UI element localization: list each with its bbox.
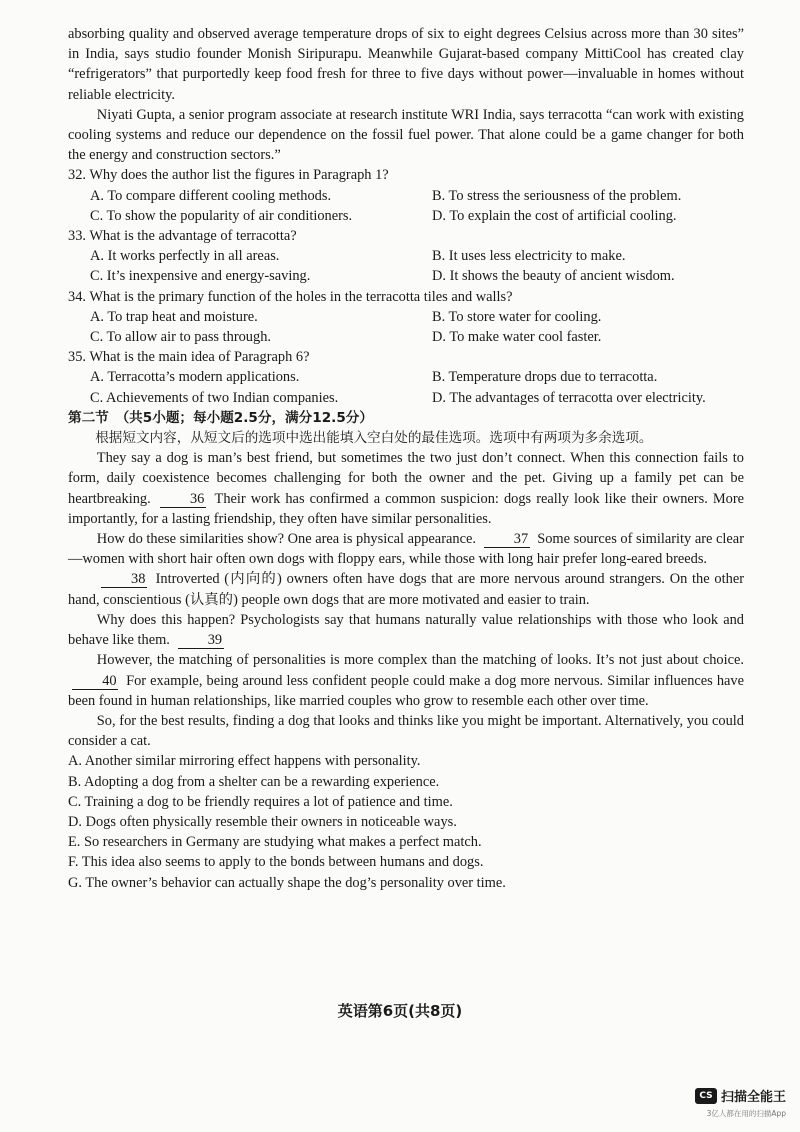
option-c: C. To allow air to pass through. (90, 329, 271, 346)
option-a: A. It works perfectly in all areas. (90, 248, 280, 265)
section-instruction: 根据短文内容，从短文后的选项中选出能填入空白处的最佳选项。选项中有两项为多余选项。 (95, 430, 653, 447)
option-d: D. To explain the cost of artificial cooling. (432, 207, 677, 224)
question-stem: 34. What is the primary function of the holes in the terracotta tiles and walls? (68, 288, 513, 305)
option-d: D. To make water cool faster. (432, 329, 602, 346)
blank-39: 39 (178, 632, 224, 649)
option-d: D. It shows the beauty of ancient wisdom. (432, 268, 675, 285)
question-stem: 33. What is the advantage of terracotta? (68, 228, 297, 245)
option-d: D. The advantages of terracotta over electricity. (432, 389, 706, 406)
answer-option: D. Dogs often physically resemble their owners in noticeable ways. (68, 813, 457, 830)
passage-paragraph-3: 38 Introverted (内向的) owners often have dogs that are more nervous around strangers. On the other hand, conscientious (认真的) people own dogs that are more motivated and easier to train. (68, 571, 744, 608)
question-stem: 32. Why does the author list the figures in Paragraph 1? (68, 167, 389, 184)
option-b: B. It uses less electricity to make. (432, 248, 626, 265)
question-33 (68, 226, 744, 287)
option-a: A. To compare different cooling methods. (90, 187, 332, 204)
answer-option: C. Training a dog to be friendly requires a lot of patience and time. (68, 793, 453, 810)
passage-paragraph-1: They say a dog is man’s best friend, but sometimes the two just don’t connect. When this connection fails to form, daily coexistence becomes challenging for both the owner and the pet. Giving up a family pet can be heartbreaking. 36 Their work has confirmed a common suspicion: dogs really look like their owners. More importantly, for a lasting friendship, they often have similar personalities. (68, 450, 744, 527)
option-a: A. To trap heat and moisture. (90, 308, 258, 325)
option-a: A. Terracotta’s modern applications. (90, 369, 300, 386)
answer-option: B. Adopting a dog from a shelter can be a rewarding experience. (68, 773, 440, 790)
watermark-name: 扫描全能王 (720, 1090, 786, 1105)
passage-paragraph-6: So, for the best results, finding a dog that looks and thinks like you might be important. Alternatively, you could consider a cat. (68, 712, 744, 750)
passage-paragraph-2: How do these similarities show? One area is physical appearance. 37 Some sources of similarity are clear—women with short hair often own dogs with floppy ears, while those with long hair prefer long-eared breeds. (68, 531, 744, 568)
section-heading: 第二节 （共5小题；每小题2.5分，满分12.5分） (68, 409, 373, 426)
option-b: B. Temperature drops due to terracotta. (432, 369, 658, 386)
answer-option: A. Another similar mirroring effect happens with personality. (68, 753, 421, 770)
blank-38: 38 (101, 571, 147, 588)
blank-36: 36 (160, 491, 206, 508)
question-35 (68, 347, 744, 408)
scanner-watermark (695, 1085, 786, 1119)
intro-paragraph-2: Niyati Gupta, a senior program associate at research institute WRI India, says terracotta “can work with existing cooling systems and reduce our dependence on the fossil fuel power. That alone could be a game changer for both the energy and construction sectors.” (68, 106, 744, 164)
camscanner-logo-icon: CS (695, 1088, 717, 1104)
passage-paragraph-5: However, the matching of personalities is more complex than the matching of looks. It’s not just about choice. 40 For example, being around less confident people could make a dog more nervous. Similar influences have been found in human relationships, like married couples who grow to resemble each other over time. (68, 652, 744, 709)
answer-option: G. The owner’s behavior can actually shape the dog’s personality over time. (68, 874, 506, 891)
watermark-tagline: 3亿人都在用的扫描App (706, 1109, 786, 1118)
blank-40: 40 (72, 673, 118, 690)
page-content (68, 24, 744, 893)
page-footer: 英语第6页(共8页) (337, 1002, 463, 1020)
question-34 (68, 287, 744, 348)
option-b: B. To stress the seriousness of the problem. (432, 187, 682, 204)
question-stem: 35. What is the main idea of Paragraph 6? (68, 349, 310, 366)
option-c: C. Achievements of two Indian companies. (90, 389, 339, 406)
answer-option: F. This idea also seems to apply to the bonds between humans and dogs. (68, 854, 484, 871)
intro-paragraph-1: absorbing quality and observed average temperature drops of six to eight degrees Celsius across more than 30 sites” in India, says studio founder Monish Siripurapu. Meanwhile Gujarat-based company MittiCool has created clay “refrigerators” that purportedly keep food fresh for three to five days without power—invaluable in homes without reliable electricity. (68, 26, 744, 103)
option-b: B. To store water for cooling. (432, 308, 602, 325)
passage-paragraph-4: Why does this happen? Psychologists say that humans naturally value relationships with those who look and behave like them. 39 (68, 611, 744, 649)
option-c: C. To show the popularity of air conditioners. (90, 207, 353, 224)
answer-options (68, 751, 744, 892)
question-32 (68, 165, 744, 226)
answer-option: E. So researchers in Germany are studying what makes a perfect match. (68, 834, 482, 851)
blank-37: 37 (484, 531, 530, 548)
option-c: C. It’s inexpensive and energy-saving. (90, 268, 311, 285)
